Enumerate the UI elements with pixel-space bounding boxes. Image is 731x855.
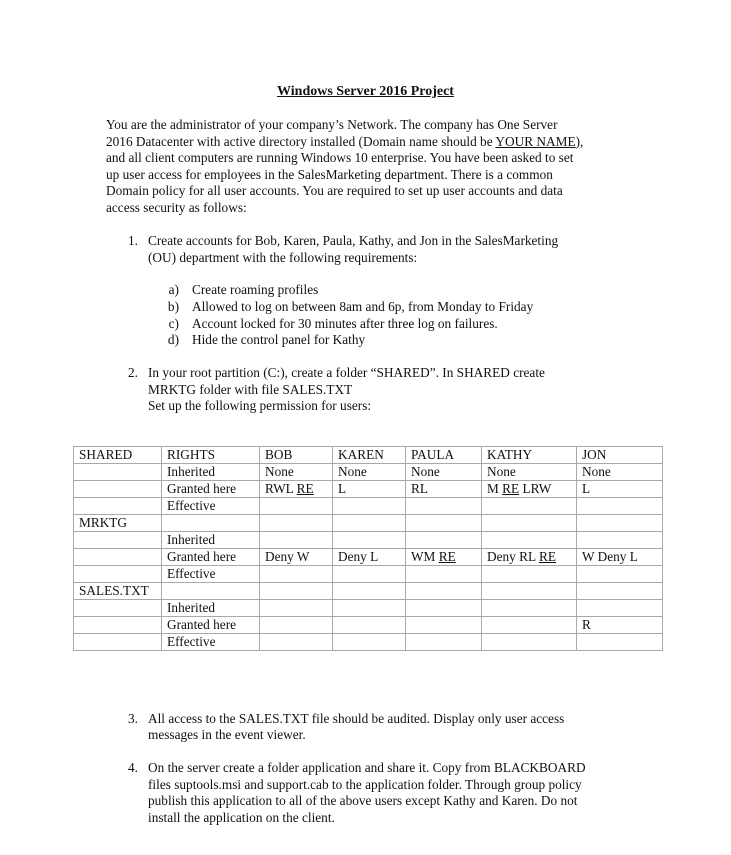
- table-cell: None: [406, 464, 482, 481]
- header-cell: PAULA: [406, 447, 482, 464]
- header-cell: SHARED: [74, 447, 162, 464]
- table-cell: Inherited: [162, 600, 260, 617]
- sub-item: Account locked for 30 minutes after three log on failures.: [192, 316, 498, 331]
- table-cell: Granted here: [162, 617, 260, 634]
- domain-name: YOUR NAME: [495, 133, 576, 149]
- table-cell: None: [577, 464, 663, 481]
- table-row: [74, 481, 663, 498]
- intro-line: 2016 Datacenter with active directory installed (Domain name should be YOUR NAME),: [106, 133, 584, 149]
- table-cell: MRKTG: [74, 515, 162, 532]
- item-4-line: publish this application to all of the above users except Kathy and Karen. Do not: [148, 793, 578, 808]
- table-row: [74, 583, 663, 600]
- table-cell: Inherited: [162, 532, 260, 549]
- table-cell: None: [260, 464, 333, 481]
- table-cell: Inherited: [162, 464, 260, 481]
- sub-item: Allowed to log on between 8am and 6p, from Monday to Friday: [192, 299, 534, 314]
- sub-item: Create roaming profiles: [192, 282, 319, 297]
- permissions-table: [73, 446, 663, 651]
- table-cell: Granted here: [162, 549, 260, 566]
- header-cell: KAREN: [333, 447, 406, 464]
- table-row: [74, 464, 663, 481]
- item-1-line: Create accounts for Bob, Karen, Paula, Kathy, and Jon in the SalesMarketing: [148, 233, 559, 248]
- sub-label: a): [168, 282, 179, 297]
- item-4-line: On the server create a folder application and share it. Copy from BLACKBOARD: [148, 760, 586, 775]
- page-title: Windows Server 2016 Project: [277, 84, 454, 99]
- header-cell: RIGHTS: [162, 447, 260, 464]
- header-cell: KATHY: [482, 447, 577, 464]
- table-cell: None: [333, 464, 406, 481]
- intro-line: You are the administrator of your company’s Network. The company has One Server: [106, 117, 558, 132]
- intro-line: up user access for employees in the SalesMarketing department. There is a common: [106, 166, 553, 182]
- item-1-line: (OU) department with the following requirements:: [148, 250, 418, 265]
- item-2-line: In your root partition (C:), create a folder “SHARED”. In SHARED create: [148, 365, 545, 380]
- item-number: 3.: [128, 711, 138, 726]
- header-cell: BOB: [260, 447, 333, 464]
- sub-label: c): [168, 316, 179, 331]
- table-cell: None: [482, 464, 577, 481]
- sub-label: b): [167, 299, 179, 314]
- intro-line: Domain policy for all user accounts. You are required to set up user accounts and data: [106, 183, 563, 199]
- table-cell: R: [577, 617, 663, 634]
- table-row: [74, 617, 663, 634]
- table-row: [74, 566, 663, 583]
- table-cell: Effective: [162, 634, 260, 651]
- table-cell: Deny L: [333, 549, 406, 566]
- table-cell: Granted here: [162, 481, 260, 498]
- item-4-line: files suptools.msi and support.cab to the application folder. Through group policy: [148, 777, 582, 792]
- table-row: [74, 634, 663, 651]
- item-number: 1.: [128, 233, 138, 248]
- table-cell: WM RE: [406, 549, 482, 566]
- table-row: [74, 498, 663, 515]
- table-cell: Deny W: [260, 549, 333, 566]
- table-cell: RL: [406, 481, 482, 498]
- table-cell: Effective: [162, 566, 260, 583]
- table-cell: SALES.TXT: [74, 583, 162, 600]
- header-cell: JON: [577, 447, 663, 464]
- table-row: [74, 549, 663, 566]
- table-cell: W Deny L: [577, 549, 663, 566]
- item-2-line: MRKTG folder with file SALES.TXT: [148, 382, 353, 397]
- table-row: [74, 532, 663, 549]
- intro-line: and all client computers are running Windows 10 enterprise. You have been asked to set: [106, 150, 574, 166]
- intro-line: access security as follows:: [106, 199, 247, 215]
- table-header-row: [74, 447, 663, 464]
- item-number: 2.: [128, 365, 138, 380]
- item-number: 4.: [128, 760, 138, 775]
- table-cell: L: [333, 481, 406, 498]
- item-3-line: messages in the event viewer.: [148, 727, 306, 742]
- table-cell: L: [577, 481, 663, 498]
- table-cell: Effective: [162, 498, 260, 515]
- table-row: [74, 600, 663, 617]
- table-cell: Deny RL RE: [482, 549, 577, 566]
- sub-item: Hide the control panel for Kathy: [192, 332, 366, 347]
- item-4-line: install the application on the client.: [148, 810, 335, 825]
- item-2-line: Set up the following permission for users:: [148, 398, 372, 413]
- table-cell: RWL RE: [260, 481, 333, 498]
- item-3-line: All access to the SALES.TXT file should be audited. Display only user access: [148, 711, 565, 726]
- table-cell: M RE LRW: [482, 481, 577, 498]
- intro-paragraph: [106, 117, 636, 217]
- table-row: [74, 515, 663, 532]
- sub-label: d): [167, 332, 179, 347]
